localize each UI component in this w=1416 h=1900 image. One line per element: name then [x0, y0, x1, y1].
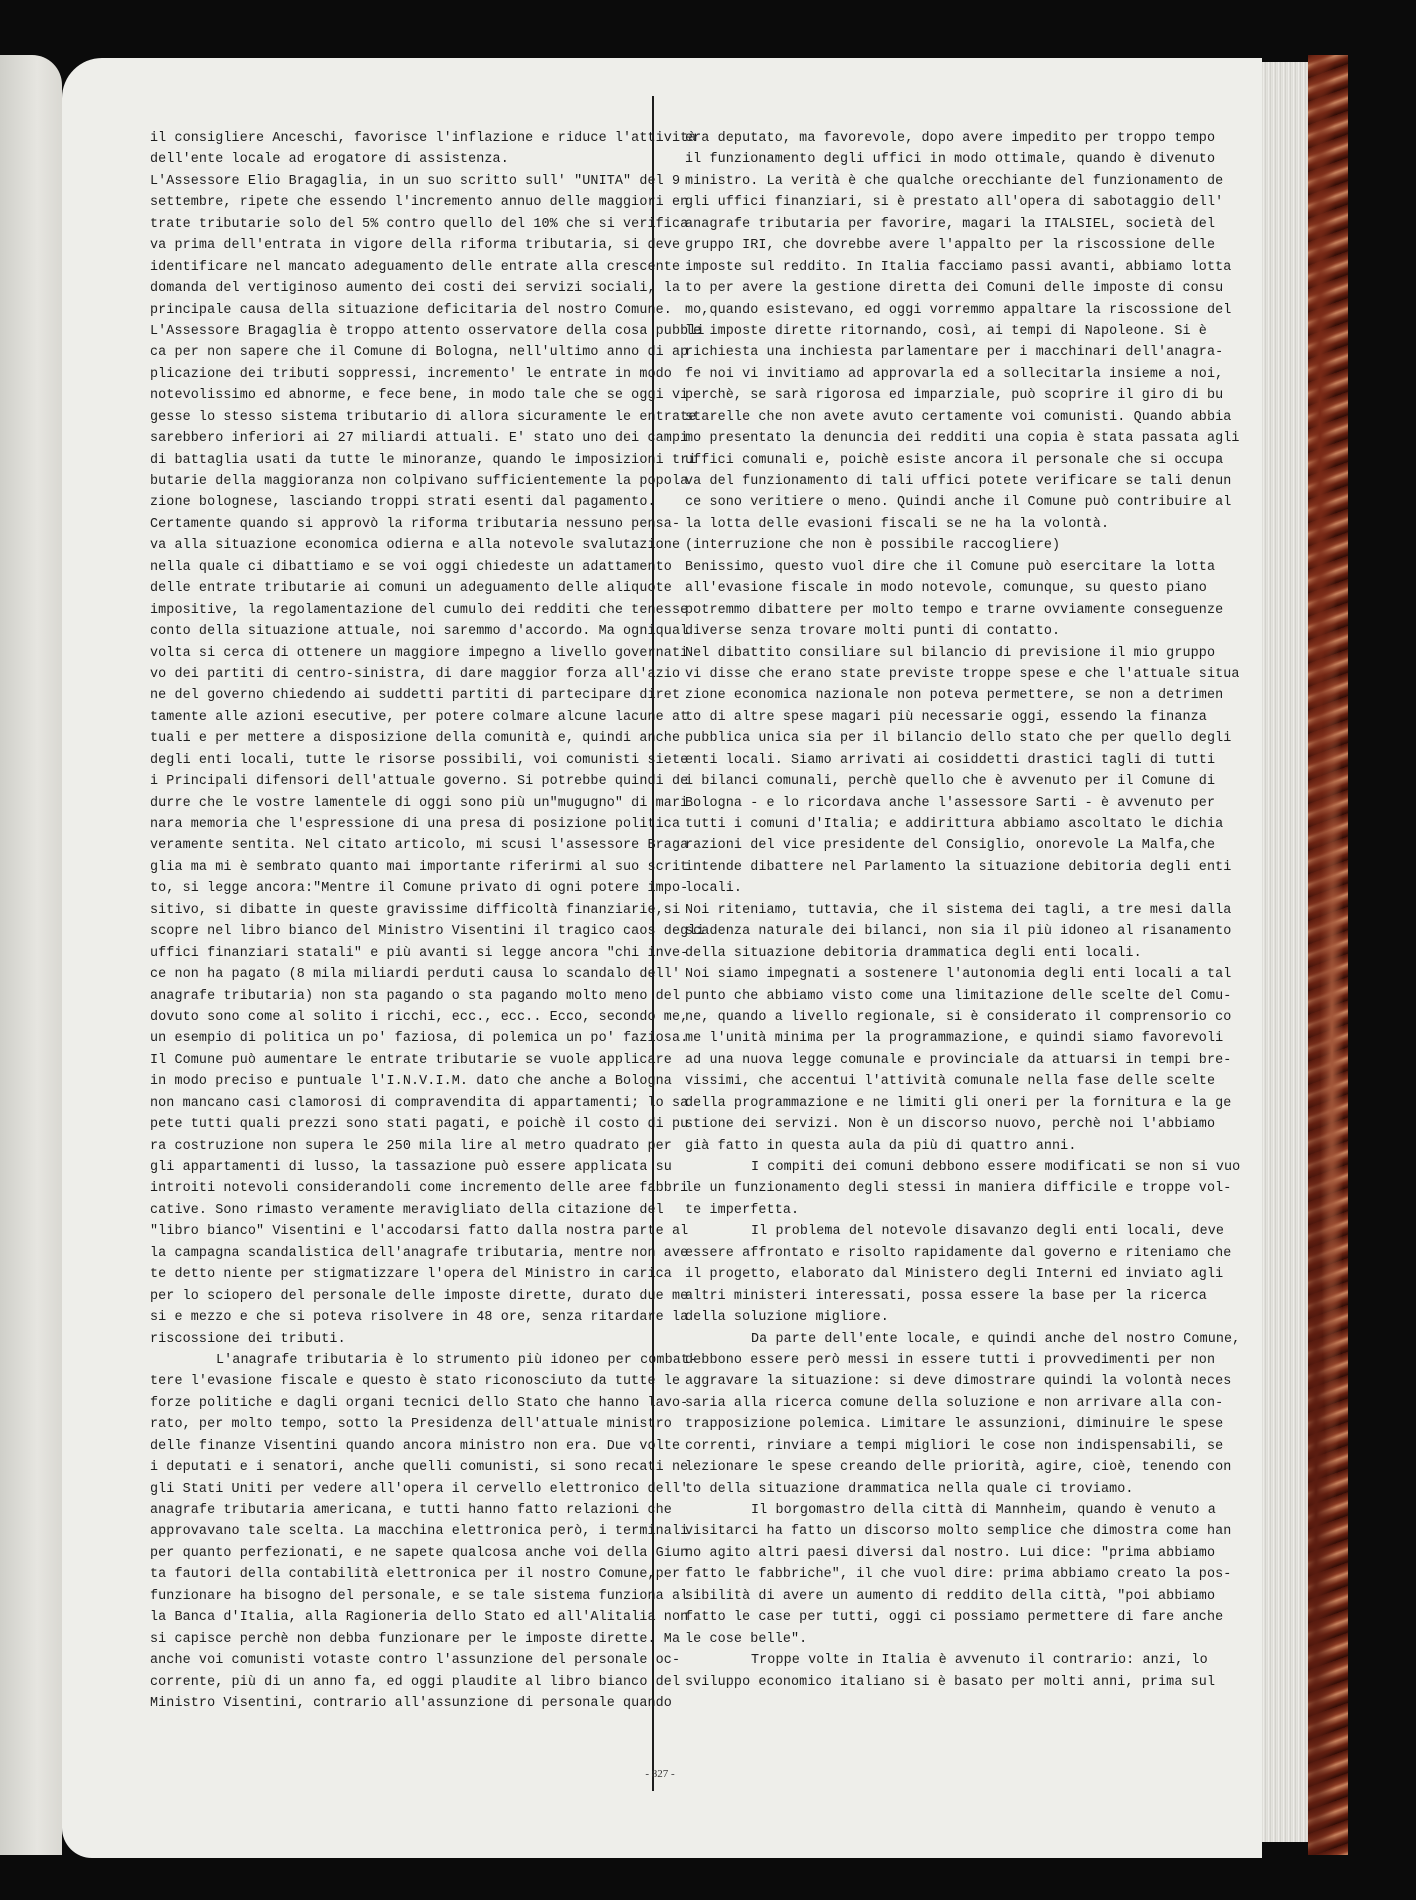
text-line: razioni del vice presidente del Consiglio, onorevole La Malfa,che: [685, 838, 1216, 854]
text-line: Certamente quando si approvò la riforma tributaria nessuno pensa-: [150, 516, 681, 532]
text-line: fatto le fabbriche", il che vuol dire: prima abbiamo creato la pos-: [685, 1567, 1232, 1583]
text-line: sarebbero inferiori ai 27 miliardi attuali. E' stato uno dei campi: [150, 431, 689, 447]
text-line: la campagna scandalistica dell'anagrafe tributaria, mentre non ave: [150, 1245, 689, 1261]
text-line: Noi siamo impegnati a sostenere l'autonomia degli enti locali a tal: [685, 967, 1232, 983]
text-line: punto che abbiamo visto come una limitazione delle scelte del Comu-: [685, 988, 1232, 1004]
text-line: trapposizione polemica. Limitare le assunzioni, diminuire le spese: [685, 1417, 1224, 1433]
text-line: essere affrontato e risolto rapidamente dal governo e riteniamo che: [685, 1245, 1232, 1261]
text-line: te detto niente per stigmatizzare l'opera del Ministro in carica: [150, 1267, 672, 1283]
text-line: aggravare la situazione: si deve dimostrare quindi la volontà neces: [685, 1374, 1232, 1390]
text-line: Ministro Visentini, contrario all'assunzione di personale quando: [150, 1695, 672, 1711]
text-line: della programmazione e ne limiti gli oneri per la fornitura e la ge: [685, 1095, 1232, 1111]
text-line: principale causa della situazione deficitaria del nostro Comune.: [150, 302, 672, 318]
text-line: Troppe volte in Italia è avvenuto il contrario: anzi, lo: [751, 1653, 1208, 1669]
text-line: la Banca d'Italia, alla Ragioneria dello Stato ed all'Alitalia non: [150, 1610, 689, 1626]
text-line: te imperfetta.: [685, 1202, 800, 1218]
text-line: di battaglia usati da tutte le minoranze, quando le imposizioni tri: [150, 452, 697, 468]
text-line: mo,quando esistevano, ed oggi vorremmo appaltare la riscossione del: [685, 302, 1232, 318]
text-line: conto della situazione attuale, noi saremmo d'accordo. Ma ogniqual: [150, 624, 689, 640]
text-line: il funzionamento degli uffici in modo ottimale, quando è divenuto: [685, 152, 1216, 168]
text-line: Il Comune può aumentare le entrate tributarie se vuole applicare: [150, 1052, 672, 1068]
text-line: anagrafe tributaria americana, e tutti hanno fatto relazioni che: [150, 1503, 672, 1518]
text-line: perchè, se sarà rigorosa ed imparziale, può scoprire il giro di bu: [685, 388, 1224, 404]
text-line: va prima dell'entrata in vigore della riforma tributaria, si deve: [150, 238, 681, 254]
text-line: ra costruzione non supera le 250 mila lire al metro quadrato per: [150, 1138, 672, 1154]
text-line: un esempio di politica un po' faziosa, di polemica un po' faziosa.: [150, 1031, 689, 1047]
text-line: L'anagrafe tributaria è lo strumento più idoneo per combat-: [216, 1352, 698, 1368]
text-line: debbono essere però messi in essere tutti i provvedimenti per non: [685, 1352, 1216, 1368]
marbled-cover: [1308, 55, 1348, 1855]
text-line: vissimi, che accentui l'attività comunale nella fase delle scelte: [685, 1074, 1216, 1090]
text-line: mo presentato la denuncia dei redditi una copia è stata passata agli: [685, 431, 1240, 447]
text-line: il consigliere Anceschi, favorisce l'inflazione e riduce l'attività: [150, 131, 697, 146]
text-line: Il borgomastro della città di Mannheim, quando è venuto a: [751, 1503, 1216, 1518]
text-line: anche voi comunisti votaste contro l'assunzione del personale oc-: [150, 1653, 681, 1669]
text-line: pete tutti quali prezzi sono stati pagati, e poichè il costo di pu: [150, 1117, 689, 1133]
text-line: per lo sciopero del personale delle imposte dirette, durato due me: [150, 1288, 689, 1304]
text-line: anagrafe tributaria) non sta pagando o sta pagando molto meno del: [150, 988, 681, 1004]
text-line: vi disse che erano state previste troppe spese e che l'attuale situa: [685, 666, 1240, 682]
text-line: degli enti locali, tutte le risorse possibili, voi comunisti siete: [150, 752, 689, 768]
text-line: (interruzione che non è possibile raccogliere): [685, 538, 1061, 554]
text-line: gruppo IRI, che dovrebbe avere l'appalto per la riscossione delle: [685, 238, 1216, 254]
text-line: ne del governo chiedendo ai suddetti partiti di partecipare diret: [150, 688, 681, 704]
text-line: tuali e per mettere a disposizione della comunità e, quindi anche: [150, 731, 681, 747]
page-edges: [1262, 62, 1308, 1842]
text-line: I compiti dei comuni debbono essere modificati se non si vuo: [751, 1160, 1241, 1175]
text-line: locali.: [685, 881, 743, 897]
text-line: funzionare ha bisogno del personale, e se tale sistema funziona al: [150, 1588, 689, 1604]
text-line: glia ma mi è sembrato quanto mai importante riferirmi al suo scrit: [150, 859, 689, 875]
text-line: me l'unità minima per la programmazione, e quindi siamo favorevoli: [685, 1031, 1224, 1047]
text-line: corrente, più di un anno fa, ed oggi plaudite al libro bianco del: [150, 1674, 681, 1690]
text-line: le cose belle".: [685, 1631, 808, 1647]
text-line: veramente sentita. Nel citato articolo, mi scusi l'assessore Braga: [150, 838, 689, 854]
text-line: gesse lo stesso sistema tributario di allora sicuramente le entrate: [150, 409, 697, 425]
text-line: diverse senza trovare molti punti di contatto.: [685, 624, 1061, 640]
text-line: i deputati e i senatori, anche quelli comunisti, si sono recati ne: [150, 1460, 689, 1476]
text-line: va del funzionamento di tali uffici potete verificare se tali denun: [685, 474, 1232, 489]
text-line: gli appartamenti di lusso, la tassazione può essere applicata su: [150, 1160, 672, 1175]
text-line: ne, quando a livello regionale, si è considerato il comprensorio co: [685, 1009, 1232, 1025]
text-line: all'evasione fiscale in modo notevole, comunque, su questo piano: [685, 581, 1207, 597]
text-line: riscossione dei tributi.: [150, 1331, 346, 1347]
text-line: gli uffici finanziari, si è prestato all'opera di sabotaggio dell': [685, 195, 1224, 211]
text-line: si e mezzo e che si poteva risolvere in 48 ore, senza ritardare la: [150, 1310, 689, 1326]
text-line: to, si legge ancora:"Mentre il Comune privato di ogni potere impo-: [150, 881, 689, 897]
text-line: durre che le vostre lamentele di oggi sono più un"mugugno" di mari: [150, 795, 689, 811]
text-line: per quanto perfezionati, e ne sapete qualcosa anche voi della Giun: [150, 1545, 689, 1561]
text-line: L'Assessore Bragaglia è troppo attento osservatore della cosa pubbli: [150, 323, 705, 339]
text-line: starelle che non avete avuto certamente voi comunisti. Quando abbia: [685, 409, 1232, 425]
text-line: sibilità di avere un aumento di reddito della città, "poi abbiamo: [685, 1588, 1216, 1604]
text-line: scadenza naturale dei bilanci, non sia il più idoneo al risanamento: [685, 924, 1232, 940]
text-line: L'Assessore Elio Bragaglia, in un suo scritto sull' "UNITA" del 9: [150, 173, 681, 189]
text-line: potremmo dibattere per molto tempo e trarne ovviamente conseguenze: [685, 602, 1224, 618]
text-line: fe noi vi invitiamo ad approvarla ed a sollecitarla insieme a noi,: [685, 366, 1224, 382]
text-line: ministro. La verità è che qualche orecchiante del funzionamento de: [685, 173, 1224, 189]
text-line: trate tributarie solo del 5% contro quello del 10% che si verifica: [150, 216, 689, 232]
text-line: identificare nel mancato adeguamento delle entrate alla crescente: [150, 259, 681, 275]
text-line: approvavano tale scelta. La macchina elettronica però, i terminali: [150, 1524, 689, 1540]
text-line: altri ministeri interessati, possa essere la base per la ricerca: [685, 1288, 1207, 1304]
text-line: le imposte dirette ritornando, così, ai tempi di Napoleone. Si è: [685, 323, 1207, 339]
text-line: ce sono veritiere o meno. Quindi anche il Comune può contribuire al: [685, 495, 1232, 511]
text-line: dell'ente locale ad erogatore di assistenza.: [150, 152, 509, 168]
text-line: correnti, rinviare a tempi migliori le cose non indispensabili, se: [685, 1438, 1224, 1454]
text-line: impositive, la regolamentazione del cumulo dei redditi che tenesse: [150, 602, 689, 618]
text-line: uffici finanziari statali" e più avanti si legge ancora "chi inve-: [150, 945, 689, 961]
text-line: cative. Sono rimasto veramente meravigliato della citazione del: [150, 1202, 664, 1218]
text-line: rato, per molto tempo, sotto la Presidenza dell'attuale ministro: [150, 1417, 672, 1433]
text-line: già fatto in questa aula da più di quattro anni.: [685, 1138, 1077, 1154]
text-line: uffici comunali e, poichè esiste ancora il personale che si occupa: [685, 452, 1224, 468]
text-line: Benissimo, questo vuol dire che il Comune può esercitare la lotta: [685, 559, 1216, 575]
text-line: intende dibattere nel Parlamento la situazione debitoria degli enti: [685, 859, 1232, 875]
text-line: tutti i comuni d'Italia; e addirittura abbiamo ascoltato le dichia: [685, 817, 1224, 832]
text-line: tere l'evasione fiscale e questo è stato riconosciuto da tutte le: [150, 1374, 681, 1390]
text-line: vo dei partiti di centro-sinistra, di dare maggior forza all'azio: [150, 666, 681, 682]
text-line: zione economica nazionale non poteva permettere, se non a detrimen: [685, 688, 1224, 704]
text-line: enti locali. Siamo arrivati ai cosiddetti drastici tagli di tutti: [685, 752, 1216, 768]
text-line: i Principali difensori dell'attuale governo. Si potrebbe quindi de: [150, 774, 689, 790]
text-line: domanda del vertiginoso aumento dei costi dei servizi sociali, la: [150, 281, 681, 297]
text-line: imposte sul reddito. In Italia facciamo passi avanti, abbiamo lotta: [685, 259, 1232, 275]
text-line: Il problema del notevole disavanzo degli enti locali, deve: [751, 1224, 1225, 1240]
text-line: Bologna - e lo ricordava anche l'assessore Sarti - è avvenuto per: [685, 795, 1216, 811]
text-line: lezionare le spese creando delle priorità, agire, cioè, tenendo con: [685, 1460, 1232, 1476]
text-line: non mancano casi clamorosi di compravendita di appartamenti; lo sa: [150, 1095, 689, 1111]
text-line: era deputato, ma favorevole, dopo avere impedito per troppo tempo: [685, 131, 1216, 146]
text-line: le un funzionamento degli stessi in maniera difficile e troppe vol-: [685, 1181, 1232, 1197]
text-line: gli Stati Uniti per vedere all'opera il cervello elettronico dell': [150, 1481, 689, 1497]
text-line: nara memoria che l'espressione di una presa di posizione politica: [150, 817, 681, 832]
text-line: fatto le case per tutti, oggi ci possiamo permettere di fare anche: [685, 1610, 1224, 1626]
text-line: saria alla ricerca comune della soluzione e non arrivare alla con-: [685, 1395, 1224, 1411]
page-number: - 827 -: [645, 1768, 675, 1780]
text-line: to della situazione drammatica nella quale ci troviamo.: [685, 1481, 1134, 1497]
text-line: la lotta delle evasioni fiscali se ne ha la volontà.: [685, 516, 1110, 532]
text-line: va alla situazione economica odierna e alla notevole svalutazione: [150, 538, 681, 554]
text-line: "libro bianco" Visentini e l'accodarsi fatto dalla nostra parte al: [150, 1224, 689, 1240]
text-line: della situazione debitoria drammatica degli enti locali.: [685, 945, 1142, 961]
text-line: introiti notevoli considerandoli come incremento delle aree fabbri: [150, 1181, 689, 1197]
text-line: plicazione dei tributi soppressi, incremento' le entrate in modo: [150, 366, 672, 382]
text-line: ce non ha pagato (8 mila miliardi perduti causa lo scandalo dell': [150, 967, 681, 983]
facing-page-edge: [0, 55, 62, 1855]
text-line: ta fautori della contabilità elettronica per il nostro Comune,per: [150, 1567, 681, 1583]
text-line: della soluzione migliore.: [685, 1310, 889, 1326]
text-line: notevolissimo ed abnorme, e fece bene, in modo tale che se oggi vi: [150, 388, 689, 404]
text-line: forze politiche e dagli organi tecnici dello Stato che hanno lavo-: [150, 1395, 689, 1411]
text-line: ca per non sapere che il Comune di Bologna, nell'ultimo anno di ap: [150, 345, 689, 361]
left-text-column: [150, 128, 705, 1714]
text-line: volta si cerca di ottenere un maggiore impegno a livello governati: [150, 645, 689, 661]
text-line: sviluppo economico italiano si è basato per molti anni, prima sul: [685, 1674, 1216, 1690]
text-line: zione bolognese, lasciando troppi strati esenti dal pagamento.: [150, 495, 656, 511]
text-line: i bilanci comunali, perchè quello che è avvenuto per il Comune di: [685, 774, 1216, 790]
text-line: visitarci ha fatto un discorso molto semplice che dimostra come han: [685, 1524, 1232, 1540]
text-line: delle finanze Visentini quando ancora ministro non era. Due volte: [150, 1438, 681, 1454]
text-line: to di altre spese magari più necessarie oggi, essendo la finanza: [685, 709, 1207, 725]
text-line: Da parte dell'ente locale, e quindi anche del nostro Comune,: [751, 1331, 1241, 1347]
text-line: richiesta una inchiesta parlamentare per i macchinari dell'anagra-: [685, 345, 1224, 361]
text-line: stione dei servizi. Non è un discorso nuovo, perchè noi l'abbiamo: [685, 1117, 1216, 1133]
text-line: nella quale ci dibattiamo e se voi oggi chiedeste un adattamento: [150, 559, 672, 575]
text-line: si capisce perchè non debba funzionare per le imposte dirette. Ma: [150, 1631, 681, 1647]
text-line: ad una nuova legge comunale e provinciale da attuarsi in tempi bre-: [685, 1052, 1232, 1068]
text-line: dovuto sono come al solito i ricchi, ecc., ecc.. Ecco, secondo me,: [150, 1009, 689, 1025]
text-line: butarie della maggioranza non colpivano sufficientemente la popola: [150, 474, 689, 489]
text-line: scopre nel libro bianco del Ministro Visentini il tragico caos degli: [150, 924, 705, 940]
text-line: to per avere la gestione diretta dei Comuni delle imposte di consu: [685, 281, 1224, 297]
text-line: anagrafe tributaria per favorire, magari la ITALSIEL, società del: [685, 216, 1216, 232]
text-line: tamente alle azioni esecutive, per potere colmare alcune lacune at: [150, 709, 689, 725]
text-line: settembre, ripete che essendo l'incremento annuo delle maggiori en: [150, 195, 689, 211]
text-line: in modo preciso e puntuale l'I.N.V.I.M. dato che anche a Bologna: [150, 1074, 672, 1090]
text-line: sitivo, si dibatte in queste gravissime difficoltà finanziarie,si: [150, 902, 681, 918]
text-line: Nel dibattito consiliare sul bilancio di previsione il mio gruppo: [685, 645, 1216, 661]
text-line: no agito altri paesi diversi dal nostro. Lui dice: "prima abbiamo: [685, 1545, 1216, 1561]
text-line: delle entrate tributarie ai comuni un adeguamento delle aliquote: [150, 581, 672, 597]
text-line: Noi riteniamo, tuttavia, che il sistema dei tagli, a tre mesi dalla: [685, 902, 1232, 918]
text-line: pubblica unica sia per il bilancio dello stato che per quello degli: [685, 731, 1232, 747]
right-text-column: [685, 128, 1240, 1693]
text-line: il progetto, elaborato dal Ministero degli Interni ed inviato agli: [685, 1267, 1224, 1283]
